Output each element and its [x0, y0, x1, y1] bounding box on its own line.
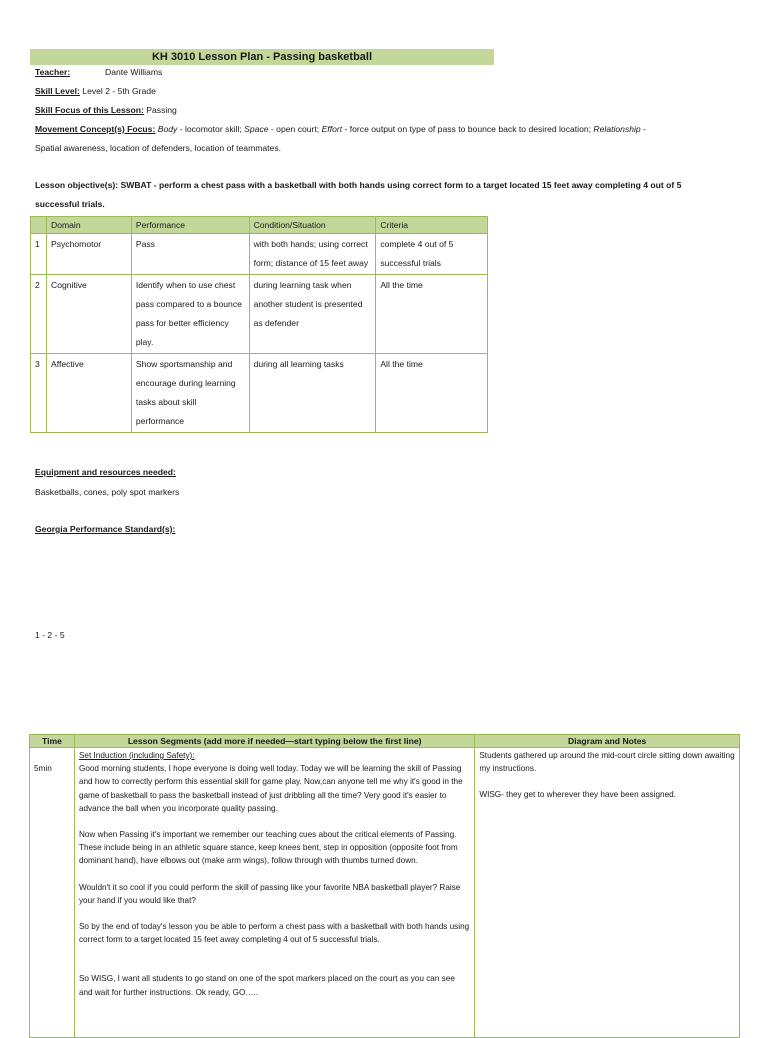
- objectives-header-row: [31, 217, 488, 234]
- relationship-text: -: [640, 124, 646, 134]
- row-domain: Affective: [46, 354, 131, 433]
- row-performance: Identify when to use chest pass compared to a bounce pass for better efficiency play.: [131, 275, 249, 354]
- effort-text: - force output on type of pass to bounce back to desired location;: [342, 124, 594, 134]
- segment-content: [74, 748, 474, 1038]
- skill-level-line: [35, 85, 156, 97]
- table-row: [31, 354, 488, 433]
- equipment-line: [35, 466, 176, 478]
- note-paragraph: WISG- they get to wherever they have been assigned.: [479, 790, 676, 800]
- header-domain: Domain: [46, 217, 131, 234]
- skill-level-label: Skill Level:: [35, 86, 80, 96]
- document-title: KH 3010 Lesson Plan - Passing basketball: [30, 49, 494, 65]
- segment-paragraph: Good morning students, I hope everyone is doing well today. Today we will be learning the skill of Passing and how to correctly perform this essential skill for game play. Now,can anyone tell me why it's good in the game of basketball to pass the basketball instead of just dribbling all the time? Very good it's easier to advance the ball when you incorporate quality passing.: [78, 764, 463, 813]
- segment-time: 5min: [30, 748, 75, 1038]
- teacher-value: Dante Williams: [105, 67, 163, 77]
- row-condition: during all learning tasks: [249, 354, 376, 433]
- row-condition: during learning task when another student is presented as defender: [249, 275, 376, 354]
- row-num: 2: [31, 275, 47, 354]
- header-condition: Condition/Situation: [249, 217, 376, 234]
- row-performance: Pass: [131, 234, 249, 275]
- lesson-segments-table: [29, 734, 740, 1038]
- movement-concept-label: Movement Concept(s) Focus:: [35, 124, 156, 134]
- space-text: - open court;: [268, 124, 322, 134]
- row-criteria: All the time: [376, 275, 488, 354]
- header-num: [31, 217, 47, 234]
- header-lesson-segments: Lesson Segments (add more if needed—start typing below the first line): [74, 735, 474, 748]
- lesson-objective-line1: Lesson objective(s): SWBAT - perform a chest pass with a basketball with both hands using correct form to a target located 15 feet away completing 4 out of 5: [35, 180, 682, 190]
- movement-concept-line2: Spatial awareness, location of defenders, location of teammates.: [35, 143, 282, 153]
- set-induction-label: Set Induction (including Safety):: [78, 751, 195, 760]
- header-criteria: Criteria: [376, 217, 488, 234]
- segment-notes: [475, 748, 740, 1038]
- segment-paragraph: So by the end of today's lesson you be able to perform a chest pass with a basketball with both hands using correct form to a target located 15 feet away completing 4 out of 5 successful trials.: [78, 922, 470, 945]
- teacher-line: [35, 66, 70, 78]
- row-criteria: complete 4 out of 5 successful trials: [376, 234, 488, 275]
- skill-focus-line: [35, 104, 177, 116]
- table-row: [30, 748, 740, 1038]
- row-performance: Show sportsmanship and encourage during learning tasks about skill performance: [131, 354, 249, 433]
- row-condition: with both hands; using correct form; distance of 15 feet away: [249, 234, 376, 275]
- equipment-label: Equipment and resources needed:: [35, 467, 176, 477]
- note-paragraph: Students gathered up around the mid-court circle sitting down awaiting my instructions.: [479, 751, 735, 774]
- row-domain: Cognitive: [46, 275, 131, 354]
- row-criteria: All the time: [376, 354, 488, 433]
- skill-focus-label: Skill Focus of this Lesson:: [35, 105, 144, 115]
- lesson-objective-line2: successful trials.: [35, 199, 105, 209]
- body-label: Body: [157, 124, 178, 134]
- skill-level-value: Level 2 - 5th Grade: [82, 86, 156, 96]
- relationship-label: Relationship: [593, 124, 641, 134]
- effort-label: Effort: [321, 124, 343, 134]
- header-performance: Performance: [131, 217, 249, 234]
- skill-focus-value: Passing: [146, 105, 177, 115]
- segment-paragraph: Now when Passing it's important we remember our teaching cues about the critical elements of Passing. These include being in an athletic square stance, keep knees bent, step in opposition (opposite foot from dominant hand), have elbows out (make arm wings), follow through with thumbs turned down.: [78, 830, 458, 866]
- header-diagram-notes: Diagram and Notes: [475, 735, 740, 748]
- standards-line: [35, 523, 175, 535]
- row-num: 3: [31, 354, 47, 433]
- standards-label: Georgia Performance Standard(s):: [35, 524, 176, 534]
- teacher-label: Teacher:: [35, 67, 71, 77]
- objectives-table: [30, 216, 488, 433]
- segment-paragraph: Wouldn't it so cool if you could perform the skill of passing like your favorite NBA basketball player? Raise your hand if you would like that?: [78, 882, 461, 905]
- segments-header-row: [30, 735, 740, 748]
- body-text: - locomotor skill;: [177, 124, 245, 134]
- page-reference: 1 - 2 - 5: [35, 630, 65, 640]
- space-label: Space: [244, 124, 269, 134]
- table-row: [31, 234, 488, 275]
- header-time: Time: [30, 735, 75, 748]
- table-row: [31, 275, 488, 354]
- row-num: 1: [31, 234, 47, 275]
- movement-concept-line: [35, 123, 646, 135]
- equipment-value: Basketballs, cones, poly spot markers: [35, 487, 180, 497]
- segment-paragraph: So WISG, I want all students to go stand on one of the spot markers placed on the court as you can see and wait for further instructions. Ok ready, GO…..: [78, 974, 455, 997]
- row-domain: Psychomotor: [46, 234, 131, 275]
